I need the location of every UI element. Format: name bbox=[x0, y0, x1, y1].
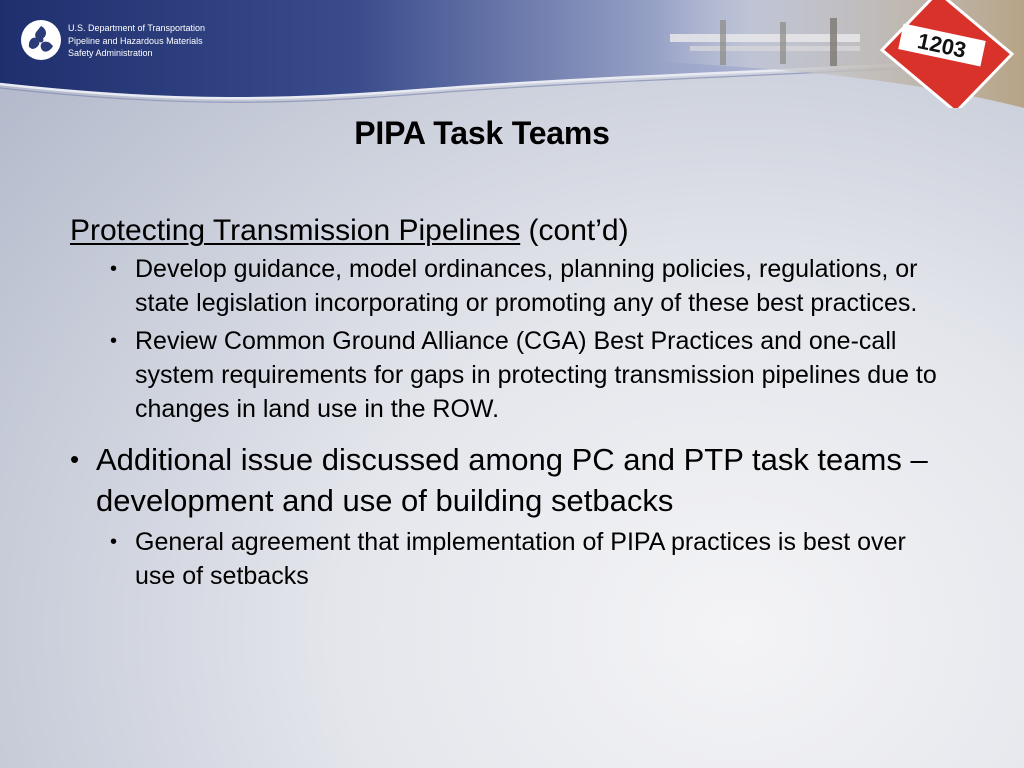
agency-name bbox=[68, 21, 205, 59]
section-heading-underlined: Protecting Transmission Pipelines bbox=[70, 214, 521, 247]
list-item-text: General agreement that implementation of PIPA practices is best over use of setbacks bbox=[135, 528, 906, 590]
agency-line-3: Safety Administration bbox=[68, 48, 153, 58]
agency-line-1: U.S. Department of Transportation bbox=[68, 23, 206, 33]
dot-triskelion-icon bbox=[20, 19, 62, 61]
agency-line-2: Pipeline and Hazardous Materials bbox=[68, 36, 203, 46]
hazmat-placard-photo bbox=[660, 0, 1024, 108]
bullet-icon: • bbox=[70, 444, 80, 474]
bullet-icon: • bbox=[110, 531, 118, 553]
main-bullet-item bbox=[70, 439, 936, 521]
main-bullet-sublist bbox=[70, 525, 960, 593]
section-heading-suffix: (cont’d) bbox=[520, 214, 629, 247]
bullet-icon: • bbox=[110, 258, 118, 280]
list-item bbox=[70, 252, 945, 320]
section-heading bbox=[70, 210, 960, 252]
list-item bbox=[70, 525, 945, 593]
section-bullet-list bbox=[70, 252, 960, 426]
slide-title: PIPA Task Teams bbox=[354, 115, 610, 151]
placard-number: 1203 bbox=[915, 28, 969, 63]
list-item bbox=[70, 324, 945, 426]
slide-body bbox=[70, 210, 960, 597]
list-item-text: Review Common Ground Alliance (CGA) Best Practices and one-call system requirements for gaps in protecting transmission pipelines due to changes in land use in the ROW. bbox=[135, 327, 937, 423]
bullet-icon: • bbox=[110, 330, 118, 352]
main-bullet-text: Additional issue discussed among PC and PTP task teams – development and use of building setbacks bbox=[96, 442, 928, 518]
list-item-text: Develop guidance, model ordinances, planning policies, regulations, or state legislation incorporating or promoting any of these best practices. bbox=[135, 255, 918, 317]
